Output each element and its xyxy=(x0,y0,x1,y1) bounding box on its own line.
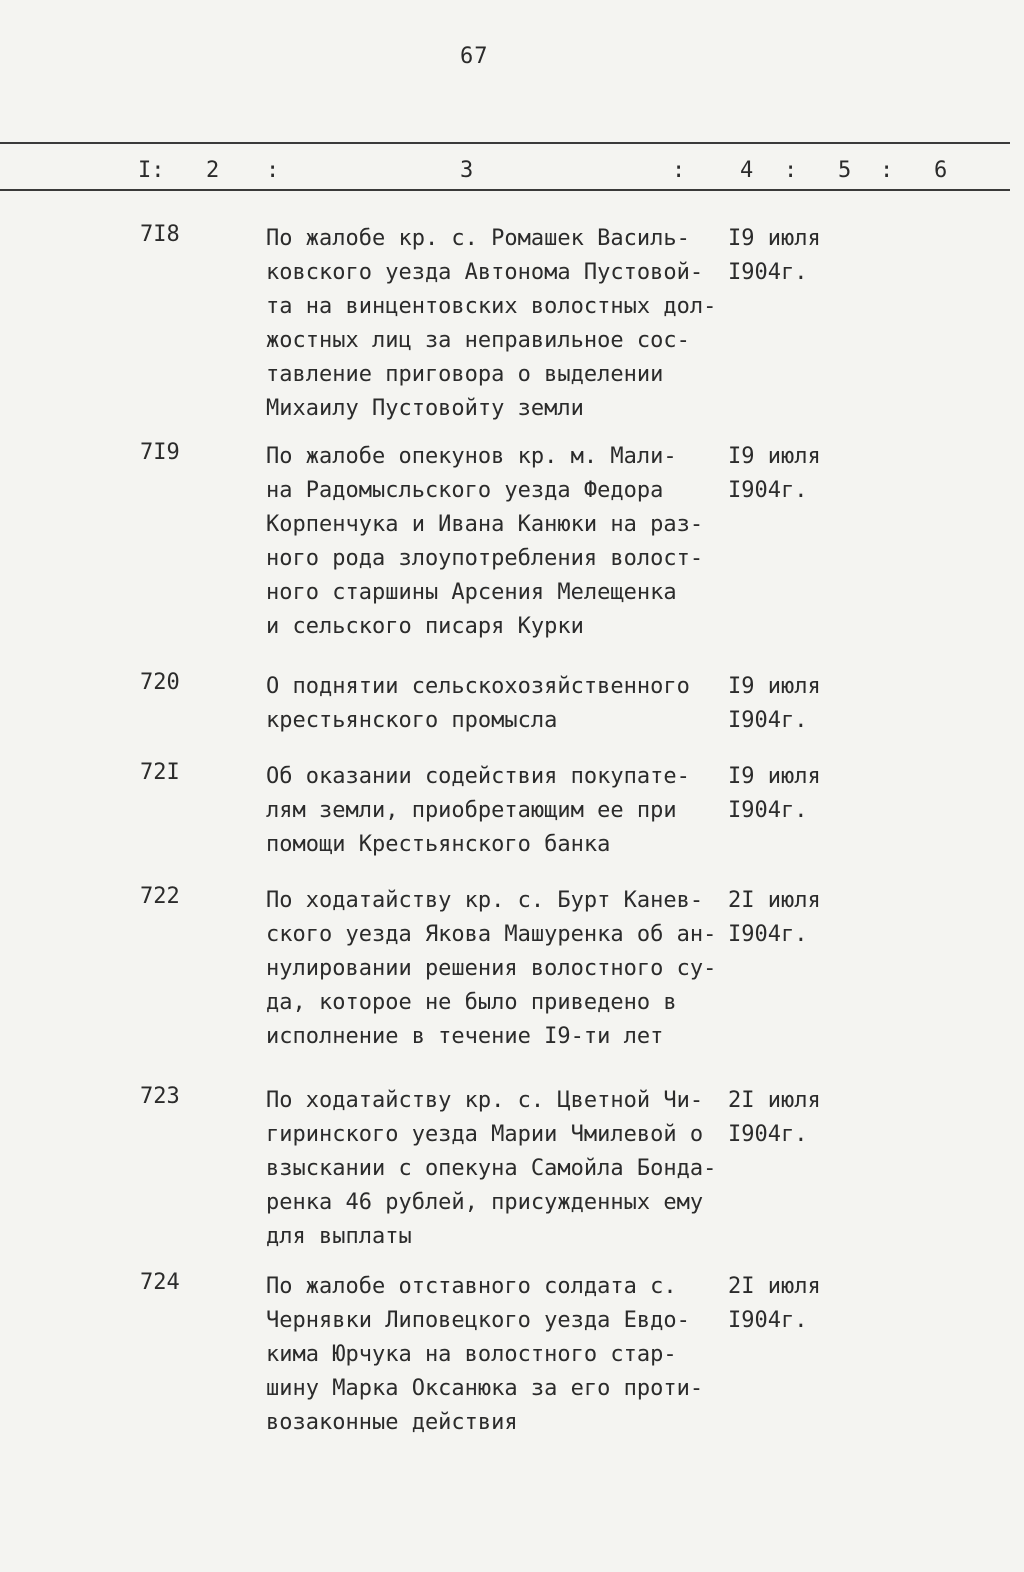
date-line: I904г. xyxy=(728,708,808,733)
entry-date xyxy=(728,222,821,290)
column-header-2: 2 xyxy=(206,158,220,183)
description-line: возаконные действия xyxy=(266,1410,518,1435)
entry-number: 723 xyxy=(140,1084,180,1109)
description-line: жостных лиц за неправильное сос- xyxy=(266,328,690,353)
column-separator: : xyxy=(672,158,686,183)
entry-description xyxy=(266,222,736,426)
date-line: I9 июля xyxy=(728,674,821,699)
date-line: 2I июля xyxy=(728,1274,821,1299)
date-line: I9 июля xyxy=(728,444,821,469)
entry-number: 7I9 xyxy=(140,440,180,465)
date-line: I904г. xyxy=(728,1308,808,1333)
description-line: По ходатайству кр. с. Цветной Чи- xyxy=(266,1088,704,1113)
entry-description xyxy=(266,440,736,644)
description-line: тавление приговора о выделении xyxy=(266,362,664,387)
column-header-6: 6 xyxy=(934,158,948,183)
description-line: исполнение в течение I9-ти лет xyxy=(266,1024,664,1049)
entry-date xyxy=(728,1084,821,1152)
description-line: помощи Крестьянского банка xyxy=(266,832,611,857)
date-line: I904г. xyxy=(728,922,808,947)
description-line: да, которое не было приведено в xyxy=(266,990,677,1015)
entry-date xyxy=(728,760,821,828)
description-line: Михаилу Пустовойту земли xyxy=(266,396,584,421)
description-line: нулировании решения волостного су- xyxy=(266,956,717,981)
entry-number: 72I xyxy=(140,760,180,785)
column-separator: : xyxy=(880,158,894,183)
date-line: I9 июля xyxy=(728,226,821,251)
description-line: лям земли, приобретающим ее при xyxy=(266,798,677,823)
description-line: взыскании с опекуна Самойла Бонда- xyxy=(266,1156,717,1181)
entry-description xyxy=(266,760,736,862)
description-line: на Радомысльского уезда Федора xyxy=(266,478,664,503)
date-line: 2I июля xyxy=(728,888,821,913)
description-line: Чернявки Липовецкого уезда Евдо- xyxy=(266,1308,690,1333)
description-line: крестьянского промысла xyxy=(266,708,558,733)
description-line: Корпенчука и Ивана Канюки на раз- xyxy=(266,512,704,537)
description-line: ного рода злоупотребления волост- xyxy=(266,546,704,571)
entry-number: 7I8 xyxy=(140,222,180,247)
description-line: О поднятии сельскохозяйственного xyxy=(266,674,690,699)
entry-number: 720 xyxy=(140,670,180,695)
entry-description xyxy=(266,1084,736,1254)
description-line: ного старшины Арсения Мелещенка xyxy=(266,580,677,605)
date-line: I904г. xyxy=(728,1122,808,1147)
date-line: I9 июля xyxy=(728,764,821,789)
description-line: По жалобе опекунов кр. м. Мали- xyxy=(266,444,677,469)
description-line: для выплаты xyxy=(266,1224,412,1249)
description-line: и сельского писаря Курки xyxy=(266,614,584,639)
date-line: I904г. xyxy=(728,798,808,823)
description-line: кима Юрчука на волостного стар- xyxy=(266,1342,677,1367)
date-line: 2I июля xyxy=(728,1088,821,1113)
description-line: ковского уезда Автонома Пустовой- xyxy=(266,260,704,285)
column-header-1: I: xyxy=(138,158,165,183)
date-line: I904г. xyxy=(728,478,808,503)
description-line: Об оказании содействия покупате- xyxy=(266,764,690,789)
entry-date xyxy=(728,440,821,508)
column-separator: : xyxy=(266,158,280,183)
column-header-5: 5 xyxy=(838,158,852,183)
description-line: По ходатайству кр. с. Бурт Канев- xyxy=(266,888,704,913)
entry-number: 724 xyxy=(140,1270,180,1295)
description-line: гиринского уезда Марии Чмилевой о xyxy=(266,1122,704,1147)
entry-date xyxy=(728,1270,821,1338)
entry-date xyxy=(728,884,821,952)
entry-description xyxy=(266,1270,736,1440)
entry-description xyxy=(266,670,736,738)
date-line: I904г. xyxy=(728,260,808,285)
description-line: По жалобе кр. с. Ромашек Василь- xyxy=(266,226,690,251)
description-line: ского уезда Якова Машуренка об ан- xyxy=(266,922,717,947)
description-line: По жалобе отставного солдата с. xyxy=(266,1274,677,1299)
column-header-3: 3 xyxy=(460,158,474,183)
description-line: шину Марка Оксанюка за его проти- xyxy=(266,1376,704,1401)
column-header-4: 4 xyxy=(740,158,754,183)
entry-date xyxy=(728,670,821,738)
entry-number: 722 xyxy=(140,884,180,909)
description-line: та на винцентовских волостных дол- xyxy=(266,294,717,319)
description-line: ренка 46 рублей, присужденных ему xyxy=(266,1190,704,1215)
page-number: 67 xyxy=(460,44,489,69)
column-separator: : xyxy=(784,158,798,183)
entry-description xyxy=(266,884,736,1054)
